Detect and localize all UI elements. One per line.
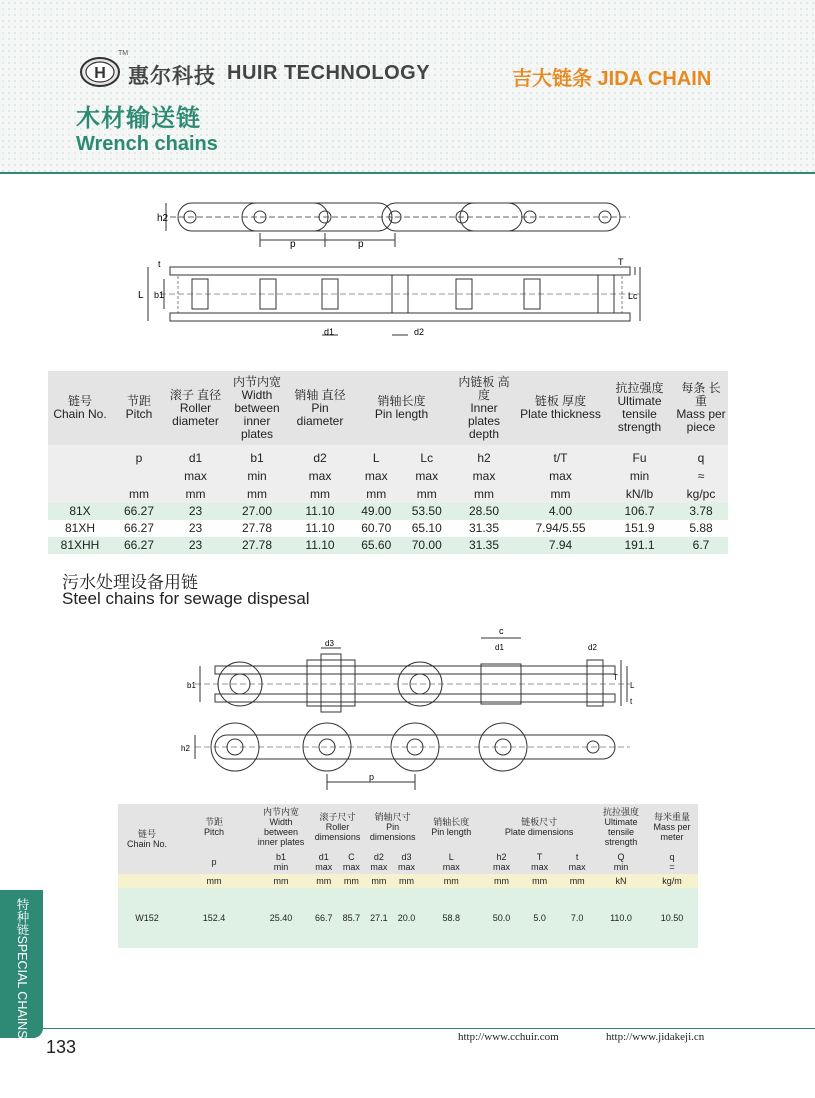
dim-c-label: c: [499, 626, 504, 636]
page-title-cn: 木材输送链: [76, 105, 201, 132]
t1-symbol: q: [674, 445, 728, 468]
t1-cell: 66.27: [112, 503, 166, 520]
page-title-en: Wrench chains: [76, 133, 218, 155]
t1-symbol: d2: [289, 445, 351, 468]
dim-lc-label: Lc: [628, 291, 638, 301]
t2-cell: 58.8: [420, 888, 482, 948]
t1-unit: mm: [289, 485, 351, 503]
t1-cell: 6.7: [674, 537, 728, 554]
t2-header-cn: 滚子尺寸: [319, 812, 356, 822]
t1-header-cn: 每条 长重: [681, 381, 721, 408]
t2-unit: mm: [338, 874, 366, 888]
t1-unit: mm: [516, 485, 605, 503]
t2-header-cn: 节距: [204, 817, 223, 827]
dim-d3-label: d3: [325, 639, 334, 648]
t1-limit: max: [516, 468, 605, 485]
t1-cell: 66.27: [112, 537, 166, 554]
table-row: [48, 520, 728, 537]
t1-symbol: L: [351, 445, 402, 468]
t1-limit: max: [402, 468, 453, 485]
t2-unit: kg/m: [646, 874, 698, 888]
t1-cell: 65.60: [351, 537, 402, 554]
t2-limit: =: [669, 862, 675, 872]
t1-cell: 23: [166, 537, 225, 554]
t1-cell: 27.78: [225, 537, 289, 554]
t1-unit: kN/lb: [605, 485, 674, 503]
t1-unit: mm: [225, 485, 289, 503]
table-row: [48, 503, 728, 520]
t1-cell: 7.94: [516, 537, 605, 554]
t2-header-en: Width between inner plates: [257, 817, 305, 847]
side-tab-label-wrap: [4, 898, 40, 1039]
t2-limit: max: [342, 862, 360, 872]
t1-cell: 28.50: [452, 503, 516, 520]
t1-header-en: Pitch: [125, 407, 153, 421]
t2-header-cn: 抗拉强度: [602, 807, 639, 817]
t1-symbol: p: [112, 445, 166, 468]
t2-cell: 85.7: [338, 888, 366, 948]
t2-unit: mm: [176, 874, 252, 888]
t2-unit: mm: [420, 874, 482, 888]
t1-limit: max: [166, 468, 225, 485]
t1-header-en: Plate thickness: [520, 407, 601, 421]
t1-header-en: Pin diameter: [296, 400, 344, 428]
t1-unit: kg/pc: [674, 485, 728, 503]
t1-limit: min: [605, 468, 674, 485]
t2-cell: 20.0: [393, 888, 421, 948]
t1-header-cn: 销轴长度: [377, 394, 426, 408]
sewage-chain-diagram: [175, 620, 645, 795]
dim-tt-label: T: [613, 673, 618, 682]
t1-cell: 81X: [48, 503, 112, 520]
t2-unit: mm: [393, 874, 421, 888]
t2-header-cn: 链号: [137, 829, 156, 839]
table1-symbol-row: [48, 445, 728, 468]
t2-header-en: Pin dimensions: [369, 822, 416, 842]
t1-header-en: Pin length: [374, 407, 429, 421]
t2-header-en: Roller dimensions: [314, 822, 361, 842]
t1-cell: 4.00: [516, 503, 605, 520]
section2-title-en: Steel chains for sewage dispesal: [62, 589, 310, 608]
t2-limit: min: [613, 862, 629, 872]
dim-p1-label: p: [290, 239, 296, 250]
t2-cell: 10.50: [646, 888, 698, 948]
t2-symbol: Q: [617, 852, 625, 862]
t1-header-en: Width between inner plates: [234, 387, 280, 441]
t2-header-cn: 每米重量: [653, 812, 690, 822]
t2-symbol: d2: [373, 852, 384, 862]
t2-cell: 66.7: [310, 888, 338, 948]
t2-header-cn: 链板尺寸: [521, 817, 558, 827]
t2-symbol: L: [448, 852, 454, 862]
dim-p2-label: p: [358, 239, 364, 250]
table2-unit-row: [118, 874, 698, 888]
t2-cell: 25.40: [252, 888, 310, 948]
dim-d1-label: d1: [495, 643, 504, 652]
t1-cell: 81XHH: [48, 537, 112, 554]
t1-limit: max: [452, 468, 516, 485]
t1-symbol: Lc: [402, 445, 453, 468]
side-tab-label: 特种链SPECIAL CHAINS: [15, 898, 29, 1039]
t1-unit: mm: [402, 485, 453, 503]
header-divider: [0, 172, 815, 174]
t1-cell: 81XH: [48, 520, 112, 537]
t1-symbol: t/T: [516, 445, 605, 468]
t2-header-en: Plate dimensions: [504, 827, 574, 837]
t1-cell: 23: [166, 503, 225, 520]
t2-unit: mm: [558, 874, 596, 888]
t1-cell: 70.00: [402, 537, 453, 554]
t2-header-cn: 内节内宽: [262, 807, 299, 817]
table1-limit-row: [48, 468, 728, 485]
t1-limit: ≈: [674, 468, 728, 485]
trademark-mark: TM: [118, 50, 129, 57]
dim-t-label: t: [158, 259, 161, 269]
t1-cell: 23: [166, 520, 225, 537]
t2-unit: mm: [482, 874, 521, 888]
brand-name-en: HUIR TECHNOLOGY: [227, 62, 431, 84]
t2-symbol: p: [211, 857, 217, 867]
page-number: 133: [46, 1037, 77, 1057]
dim-d2-label: d2: [414, 327, 425, 337]
t2-unit: kN: [596, 874, 646, 888]
table-row: [118, 888, 698, 948]
footer-divider: [43, 1028, 815, 1029]
dim-b1-label: b1: [187, 681, 196, 690]
t2-limit: max: [568, 862, 586, 872]
t2-cell: 50.0: [482, 888, 521, 948]
t2-header-en: Mass per meter: [653, 822, 691, 842]
t1-limit: min: [225, 468, 289, 485]
t1-cell: 66.27: [112, 520, 166, 537]
t1-cell: 11.10: [289, 520, 351, 537]
t2-unit: mm: [521, 874, 559, 888]
t1-header-cn: 销轴 直径: [294, 387, 346, 402]
t2-symbol: b1: [275, 852, 286, 862]
t1-cell: 11.10: [289, 503, 351, 520]
section2-title-cn: 污水处理设备用链: [62, 573, 198, 592]
t2-limit: max: [397, 862, 415, 872]
t2-symbol: q: [669, 852, 675, 862]
t2-cell: 27.1: [365, 888, 393, 948]
t1-symbol: b1: [225, 445, 289, 468]
t1-limit: max: [289, 468, 351, 485]
dim-l-label: L: [138, 290, 144, 301]
t1-symbol: h2: [452, 445, 516, 468]
t2-cell: W152: [118, 888, 176, 948]
t1-unit: mm: [166, 485, 225, 503]
t1-cell: 27.78: [225, 520, 289, 537]
footer-url-huir[interactable]: http://www.cchuir.com: [458, 1031, 559, 1043]
t1-cell: 151.9: [605, 520, 674, 537]
dim-d2-label: d2: [588, 643, 597, 652]
dim-t-label: t: [630, 697, 633, 706]
t2-symbol: d3: [401, 852, 412, 862]
t2-limit: max: [370, 862, 388, 872]
t1-limit: [112, 468, 166, 485]
t2-limit: max: [315, 862, 333, 872]
t1-cell: 191.1: [605, 537, 674, 554]
dim-b1-label: b1: [154, 290, 165, 300]
table1-header-row: [48, 371, 728, 445]
t1-symbol: d1: [166, 445, 225, 468]
t2-cell: 110.0: [596, 888, 646, 948]
table2-symbol-row: [118, 850, 698, 874]
dim-l-label: L: [630, 681, 635, 690]
t1-unit: mm: [351, 485, 402, 503]
t1-cell: 11.10: [289, 537, 351, 554]
t2-header-cn: 销轴尺寸: [374, 812, 411, 822]
t1-cell: 27.00: [225, 503, 289, 520]
t2-header-en: Ultimate tensile strength: [604, 817, 638, 847]
t2-header-en: Chain No.: [126, 839, 168, 849]
table1-unit-row: [48, 485, 728, 503]
t1-symbol: Fu: [605, 445, 674, 468]
t2-header-en: Pitch: [203, 827, 224, 837]
t1-cell: 49.00: [351, 503, 402, 520]
t2-header-cn: 销轴长度: [433, 817, 470, 827]
logo-letter: H: [94, 65, 106, 82]
table-row: [48, 537, 728, 554]
wrench-chain-table: [48, 371, 728, 554]
t2-limit: max: [442, 862, 460, 872]
t1-cell: 5.88: [674, 520, 728, 537]
t2-symbol: t: [575, 852, 579, 862]
t1-header-en: Roller diameter: [172, 400, 219, 428]
t2-limit: max: [531, 862, 549, 872]
t1-limit: max: [351, 468, 402, 485]
t2-cell: 7.0: [558, 888, 596, 948]
t2-unit: mm: [310, 874, 338, 888]
t1-header-cn: 内节内宽: [232, 374, 281, 389]
t1-header-cn: 内链板 高度: [458, 374, 510, 402]
t1-header-cn: 链板 厚度: [534, 394, 587, 408]
t1-header-en: Mass per piece: [676, 407, 726, 434]
t2-symbol: h2: [496, 852, 507, 862]
table2-header-row: [118, 804, 698, 850]
t2-symbol: T: [536, 852, 543, 862]
t2-unit: mm: [252, 874, 310, 888]
t1-header-cn: 滚子 直径: [169, 387, 222, 402]
t1-header-en: Chain No.: [53, 407, 107, 421]
t2-limit: min: [273, 862, 289, 872]
sewage-chain-table: [118, 804, 698, 948]
t1-cell: 7.94/5.55: [516, 520, 605, 537]
t2-symbol: C: [348, 852, 355, 862]
t1-cell: 60.70: [351, 520, 402, 537]
dim-d1-label: d1: [324, 327, 335, 337]
t1-cell: 31.35: [452, 520, 516, 537]
t1-header-cn: 链号: [67, 394, 92, 408]
t1-cell: 3.78: [674, 503, 728, 520]
t1-header-cn: 节距: [126, 394, 151, 408]
dim-h2-label: h2: [181, 744, 190, 753]
t1-header-en: Ultimate tensile strength: [617, 394, 662, 434]
t2-symbol: d1: [318, 852, 329, 862]
t1-cell: 53.50: [402, 503, 453, 520]
dim-tt-label: T: [618, 257, 624, 267]
t2-cell: 152.4: [176, 888, 252, 948]
footer-url-jida[interactable]: http://www.jidakeji.cn: [606, 1031, 705, 1043]
huir-logo-icon: [80, 56, 120, 88]
t1-cell: 31.35: [452, 537, 516, 554]
jida-chain-title: 吉大链条 JIDA CHAIN: [512, 68, 712, 90]
t1-header-en: Inner plates depth: [467, 400, 501, 441]
t1-header-cn: 抗拉强度: [615, 381, 664, 395]
t1-cell: 106.7: [605, 503, 674, 520]
t2-cell: 5.0: [521, 888, 559, 948]
t1-unit: mm: [452, 485, 516, 503]
dim-h2-label: h2: [157, 213, 169, 224]
brand-name-cn: 惠尔科技: [128, 65, 216, 88]
t1-unit: mm: [112, 485, 166, 503]
t1-cell: 65.10: [402, 520, 453, 537]
dim-p-label: p: [369, 772, 375, 782]
t2-unit: mm: [365, 874, 393, 888]
t2-limit: max: [493, 862, 511, 872]
t2-header-en: Pin length: [431, 827, 472, 837]
wrench-chain-diagram: [130, 195, 650, 345]
